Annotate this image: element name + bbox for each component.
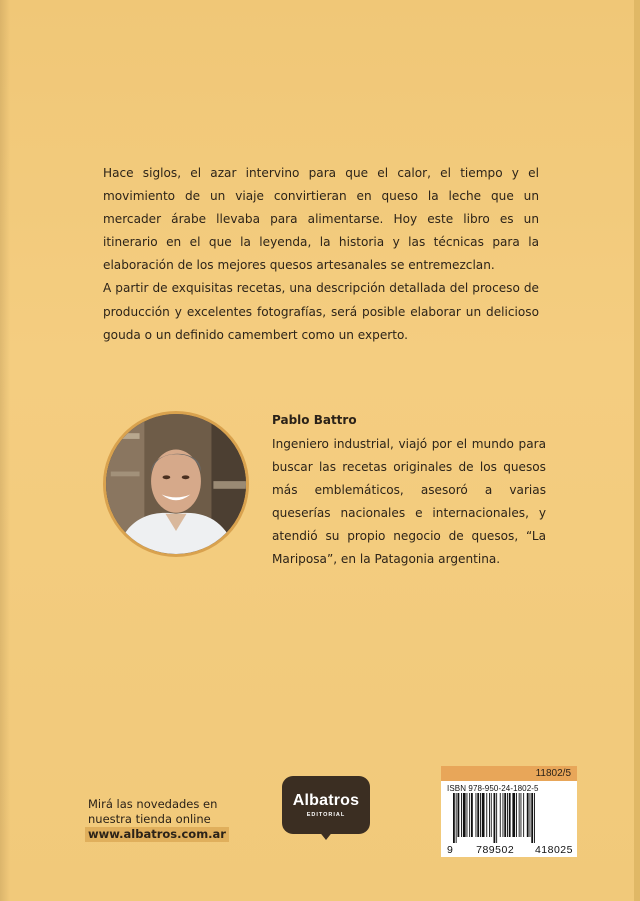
barcode-bar <box>504 793 506 837</box>
author-bio: Ingeniero industrial, viajó por el mundo para buscar las recetas originales de los quesos más emblemáticos, asesoró a varias queserías nacionales e internacionales, y atendió su propio negocio de quesos, “La Mariposa”, en la Patagonia argentina. <box>272 437 546 567</box>
barcode-bar <box>530 793 531 837</box>
barcode-bar <box>512 793 515 837</box>
promo-line-2: nuestra tienda online <box>88 812 211 826</box>
barcode-bar <box>480 793 481 837</box>
barcode-bar <box>500 793 501 837</box>
blurb-paragraph-2: A partir de exquisitas recetas, una descripción detallada del proceso de producción y excelentes fotografías, será posible elaborar un delicioso gouda o un definido camembert como un experto. <box>103 281 539 342</box>
publisher-name: Albatros <box>292 792 360 809</box>
barcode-bar <box>463 793 466 837</box>
barcode <box>441 781 577 857</box>
barcode-digits-right: 418025 <box>534 844 573 856</box>
publisher-logo <box>282 776 370 840</box>
isbn-label: ISBN 978-950-24-1802-5 <box>447 784 539 793</box>
online-store-promo <box>88 797 226 842</box>
promo-line-1: Mirá las novedades en <box>88 797 218 811</box>
barcode-bar <box>516 793 517 837</box>
author-name: Pablo Battro <box>272 413 357 427</box>
barcode-bar <box>523 793 524 837</box>
barcode-bar <box>458 793 460 837</box>
logo-notch-shape <box>318 830 334 840</box>
barcode-bar <box>503 793 504 837</box>
barcode-bar <box>519 793 520 837</box>
barcode-bar <box>489 793 490 837</box>
publisher-logo-badge <box>282 776 370 834</box>
barcode-bar <box>486 793 487 837</box>
author-portrait-image <box>106 414 246 554</box>
barcode-digit-lead: 9 <box>447 844 454 856</box>
publisher-subtitle: EDITORIAL <box>306 812 346 818</box>
barcode-bar <box>469 793 470 837</box>
barcode-bars <box>453 793 571 843</box>
barcode-bar <box>507 793 508 837</box>
barcode-bar <box>456 793 457 843</box>
author-photo <box>103 411 249 557</box>
barcode-bar <box>476 793 477 837</box>
barcode-bar <box>461 793 462 837</box>
barcode-bar <box>527 793 529 837</box>
barcode-digits <box>447 844 573 856</box>
barcode-bar <box>471 793 473 837</box>
barcode-bar <box>467 793 468 837</box>
barcode-digits-left: 789502 <box>476 844 515 856</box>
barcode-bar <box>477 793 479 837</box>
barcode-bar <box>453 793 455 843</box>
barcode-bar <box>482 793 485 837</box>
barcode-bar <box>494 793 496 843</box>
store-url-link[interactable]: www.albatros.com.ar <box>85 827 229 842</box>
book-blurb <box>103 162 539 347</box>
barcode-bar <box>531 793 533 843</box>
barcode-bar <box>534 793 535 843</box>
barcode-bar <box>491 793 492 837</box>
blurb-paragraph-1: Hace siglos, el azar intervino para que el calor, el tiempo y el movimiento de un viaje convirtieran en queso la leche que un mercader árabe llevaba para alimentarse. Hoy este libro es un itinerario en el que la leyenda, la historia y las técnicas para la elaboración de los mejores quesos artesanales se entremezclan. <box>103 166 539 273</box>
barcode-bar <box>521 793 522 837</box>
barcode-bar <box>496 793 497 843</box>
product-code: 11802/5 <box>441 766 577 781</box>
barcode-bar <box>509 793 511 837</box>
